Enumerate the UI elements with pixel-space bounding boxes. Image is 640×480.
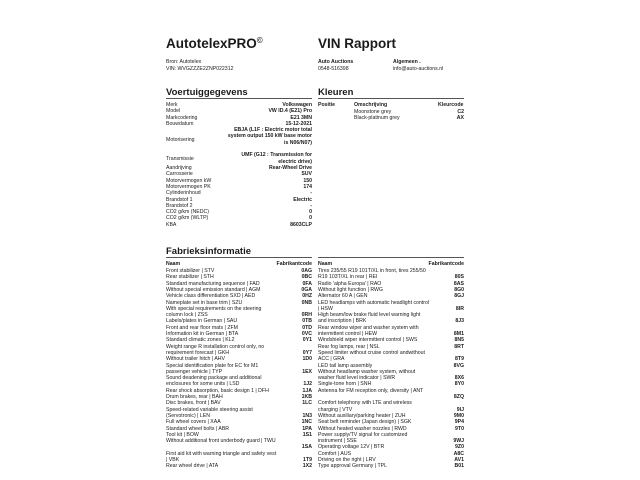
factory-item-code: 9IJ — [456, 406, 464, 413]
factory-item-code: 1SA — [301, 444, 312, 451]
vehicle-row-label: Markcodering — [166, 114, 198, 121]
factory-item-name: Speed-related variable steering assist (Servotronic) | LEN — [166, 406, 253, 419]
factory-row — [318, 369, 464, 382]
vehicle-row-value: 174 — [303, 183, 312, 190]
vehicle-row-label: Brandstof 2 — [166, 202, 193, 209]
factory-row — [318, 400, 464, 413]
factory-item-name: Tool kit | BOW — [166, 431, 199, 438]
brand-name: AutotelexPRO — [166, 36, 257, 51]
factory-item-name: Nameplate set in base trim | SZU — [166, 299, 243, 306]
factory-item-code: 0NB — [301, 299, 312, 306]
factory-item-name: Sound deadening package and additional enclosures for some units | LSD — [166, 375, 262, 388]
factory-col-code-right: Fabrikantcode — [428, 261, 464, 267]
vehicle-row-label: Brandstof 1 — [166, 196, 193, 203]
factory-item-code: 8M1 — [453, 330, 464, 337]
factory-item-name: Standard climatic zones | KL2 — [166, 337, 235, 344]
factory-item-code: 8N5 — [454, 337, 464, 344]
factory-item-name: Standard manufacturing sequence | FAD — [166, 280, 260, 287]
vehicle-section-title: Voertuiggegevens — [166, 87, 248, 98]
colors-section-rule — [318, 98, 464, 99]
vehicle-row-value: 15-12-2021 — [285, 120, 312, 127]
factory-item-code: 8IR — [455, 305, 464, 312]
factory-item-name: Drum brakes, rear | BAH — [166, 394, 223, 400]
factory-item-name: Seat belt reminder (Japan design) | SGK — [318, 419, 412, 426]
factory-row — [318, 388, 464, 401]
factory-row — [318, 350, 464, 363]
factory-item-name: Without trailer hitch | AHV — [166, 356, 226, 363]
vehicle-row-value: - — [310, 202, 312, 209]
factory-item-code: 9P4 — [454, 419, 464, 426]
factory-item-name: Disc brakes, front | BAV — [166, 400, 221, 407]
factory-item-name: Tires 235/55 R19 101T/XL in front, tires 255/50 R19 103T/XL in rear | REI — [318, 268, 426, 281]
factory-item-name: Rear window wiper and washer system with intermittent control | HEW — [318, 324, 419, 337]
vehicle-row-value: - — [310, 190, 312, 197]
factory-item-name: Special identification plate for EC for M1 passenger vehicle | TYP — [166, 362, 259, 375]
vehicle-row-value: E21 3MN — [290, 114, 312, 121]
vehicle-row-label: Bouwdatum — [166, 120, 194, 127]
factory-item-name: Standard wheel bolts | ABR — [166, 425, 230, 432]
factory-item-code: 1LC — [302, 400, 312, 407]
factory-item-code: 8ZQ — [453, 393, 464, 400]
company-name: Auto Auctions — [318, 59, 354, 65]
factory-item-code: 80S — [454, 274, 464, 281]
vehicle-row-value: 0 — [309, 215, 312, 222]
colors-col-code: Kleurcode — [438, 102, 464, 108]
factory-item-name: Rear stabilizer | STH — [166, 274, 214, 281]
factory-row — [318, 268, 464, 281]
factory-row — [166, 407, 312, 420]
factory-item-code: 8RT — [454, 343, 464, 350]
factory-item-code: A8C — [453, 450, 464, 457]
factory-item-code: 8AS — [453, 280, 464, 287]
factory-col-name-left: Naam — [166, 261, 181, 267]
vehicle-row-label: CO2 g/km (NEDC) — [166, 209, 209, 216]
factory-item-name: Comfort | AUS — [318, 450, 352, 457]
factory-item-code: 0Y1 — [302, 337, 312, 344]
factory-col-name-right: Naam — [318, 261, 333, 267]
factory-item-name: Without auxiliary/parking heater | ZUH — [318, 412, 406, 419]
factory-item-code: 0VC — [301, 331, 312, 337]
factory-item-code: 1PA — [302, 425, 312, 432]
factory-rule-right — [318, 257, 464, 258]
factory-row — [166, 306, 312, 319]
factory-row — [166, 375, 312, 388]
factory-row — [318, 463, 464, 469]
factory-item-name: Without heated washer nozzles | RWD — [318, 425, 407, 432]
vin-label: VIN: WVGZZZE2ZNP022312 — [166, 66, 234, 72]
colors-section-title: Kleuren — [318, 87, 354, 98]
factory-item-code: 8J3 — [455, 318, 464, 325]
vehicle-row — [166, 152, 312, 165]
vehicle-row-value: 8603CLP — [290, 221, 312, 228]
vehicle-row-value: 150 — [303, 177, 312, 184]
vehicle-row-value: 0 — [309, 209, 312, 216]
vehicle-row — [166, 222, 312, 228]
factory-item-name: Driving on the right | LRV — [318, 457, 376, 463]
factory-item-name: Vehicle class differentiation SXD | AED — [166, 293, 256, 300]
color-description: Black-platinum grey — [354, 115, 400, 122]
factory-item-code: 8X6 — [454, 375, 464, 382]
color-description: Moonstone grey — [354, 109, 392, 115]
vehicle-row-label: Merk — [166, 102, 178, 108]
factory-item-code: 1S1 — [302, 431, 312, 438]
factory-item-name: Without special emission standard | AGM — [166, 286, 261, 293]
factory-item-code: 0BC — [301, 274, 312, 281]
report-title: VIN Rapport — [318, 36, 397, 51]
vehicle-row-value: Electric — [293, 196, 312, 203]
factory-row — [166, 438, 312, 451]
factory-item-code: 8VG — [453, 362, 464, 369]
factory-item-name: LED tail lamp assembly — [318, 362, 373, 369]
factory-item-code: 9Z0 — [455, 444, 464, 451]
vehicle-row-value: Rear-Wheel Drive — [269, 165, 312, 171]
vehicle-row-value: SUV — [301, 171, 312, 178]
colors-col-description: Omschrijving — [354, 102, 388, 108]
factory-item-code: 9T0 — [455, 425, 464, 432]
factory-item-code: 1NC — [301, 419, 312, 426]
factory-item-name: Rear shock absorption, basic design 1 | DFH — [166, 387, 269, 394]
factory-rule-left — [166, 257, 312, 258]
factory-item-code: 0TD — [302, 324, 312, 331]
brand-mark: © — [256, 36, 263, 45]
vehicle-section-rule — [166, 98, 312, 99]
factory-col-code-left: Fabrikantcode — [276, 261, 312, 267]
factory-item-name: Windshield wiper intermittent control | SWS — [318, 337, 418, 344]
factory-item-name: Rear wheel drive | ATA — [166, 463, 219, 470]
factory-item-name: Speed limiter without cruise control andwithout ACC | GRA — [318, 349, 425, 363]
factory-item-code: 1D0 — [302, 356, 312, 363]
general-label: Algemeen . — [393, 59, 421, 65]
factory-item-code: 0AG — [301, 268, 312, 274]
factory-item-name: Without additional front underbody guard | TWU — [166, 438, 276, 445]
factory-item-name: Radio 'alpha Europa' | RAO — [318, 280, 382, 287]
factory-item-code: AV1 — [454, 457, 464, 463]
company-phone: 0548-516398 — [318, 66, 349, 72]
factory-item-name: Power supply/TV signal for customized instrument | SSE — [318, 431, 408, 445]
factory-item-name: Operating voltage 12V | BTR — [318, 444, 385, 451]
factory-item-name: LED headlamps with automatic headlight control | HSW — [318, 299, 430, 312]
factory-item-code: B01 — [454, 463, 464, 470]
factory-item-name: High beam/low brake fluid level warning light and inscription | BRK — [318, 312, 421, 325]
factory-row — [166, 363, 312, 376]
factory-item-code: 0GA — [301, 286, 312, 293]
factory-item-code: 0RH — [301, 312, 312, 319]
factory-row — [166, 463, 312, 469]
factory-item-name: Antenna for FM reception only, diversity | ANT — [318, 387, 424, 394]
factory-item-name: Full wheel covers | XAA — [166, 419, 221, 426]
color-code: AX — [456, 115, 464, 122]
factory-item-code: 0Y7 — [302, 349, 312, 356]
factory-item-name: Front and rear floor mats | ZFM — [166, 324, 238, 331]
vehicle-row-label: KBA — [166, 221, 177, 228]
factory-item-code: 1N3 — [302, 412, 312, 419]
factory-item-name: Labels/plates in German | SAU — [166, 318, 238, 325]
vehicle-row — [166, 127, 312, 152]
factory-item-name: Information kit in German | BTA — [166, 331, 239, 337]
factory-item-code: 1J2 — [303, 381, 312, 388]
factory-item-name: Type approval Germany | TPL — [318, 463, 388, 470]
factory-item-name: Rear fog lamps, rear | NSL — [318, 343, 380, 350]
factory-section-title: Fabrieksinformatie — [166, 246, 251, 257]
source-label: Bron: Autotelex — [166, 59, 202, 65]
vehicle-row-value: VW ID.4 (E21) Pro — [268, 108, 312, 115]
factory-item-name: Weight range R installation control only, no requirement forecast | GKH — [166, 343, 265, 356]
factory-item-name: Without light function | RWG — [318, 286, 383, 293]
factory-item-code: 1EX — [302, 368, 312, 375]
vehicle-row-label: CO2 g/km (WLTP) — [166, 215, 209, 222]
factory-item-name: First aid kit with warning triangle and safety vest | VBK — [166, 450, 277, 463]
factory-item-code: 9WJ — [453, 438, 464, 445]
factory-row — [318, 312, 464, 325]
color-code: C2 — [457, 109, 464, 115]
factory-item-name: Without headlamp washer system, without washer fluid level indicator | SWR — [318, 368, 416, 382]
factory-item-code: 1X2 — [302, 463, 312, 470]
factory-item-name: Comfort telephony with LTE and wireless charging | VTV — [318, 400, 412, 413]
factory-item-code: 0TB — [302, 318, 312, 325]
factory-row — [166, 344, 312, 357]
vehicle-row-label: Carrosserie — [166, 171, 193, 178]
factory-item-code: 1JA — [302, 387, 312, 394]
factory-row — [318, 432, 464, 445]
company-email[interactable]: info@auto-auctions.nl — [393, 66, 444, 72]
factory-row — [318, 300, 464, 313]
vehicle-row-label: Transmissie — [166, 155, 194, 162]
vehicle-row-label: Motorvermogen PK — [166, 183, 211, 190]
factory-item-name: Front stabilizer | STV — [166, 268, 215, 274]
vehicle-row-label: Model — [166, 108, 181, 115]
factory-item-code: 8Y0 — [454, 381, 464, 388]
colors-col-position: Positie — [318, 102, 336, 108]
brand-title — [166, 36, 263, 51]
factory-item-code: 1T9 — [303, 456, 312, 463]
factory-item-code: 0FA — [302, 280, 312, 287]
vehicle-row-value: UMF (G12 : Transmission for electric drive) — [241, 152, 312, 165]
factory-item-code: 0HZ — [302, 293, 312, 300]
factory-item-name: Alternator 60 A | GEN — [318, 293, 368, 300]
factory-item-code: 8GJ — [454, 293, 464, 300]
factory-item-code: 8G0 — [454, 286, 464, 293]
vehicle-row-label: Motorvermogen kW — [166, 177, 212, 184]
vehicle-row-label: Cylinderinhoud — [166, 190, 201, 197]
factory-item-code: 9M0 — [453, 412, 464, 419]
factory-item-code: 1KB — [301, 394, 312, 400]
vehicle-row-value: EBJA (L1F : Electric motor total system output 150 kW base motor is N06/N07) — [227, 127, 312, 146]
vehicle-row-label: Motorisering — [166, 136, 195, 143]
vehicle-row-label: Aandrijving — [166, 165, 192, 171]
vehicle-row-value: Volkswagen — [282, 102, 312, 108]
factory-row — [318, 325, 464, 338]
factory-item-name: Single-tone horn | SNH — [318, 381, 372, 388]
factory-item-name: With special requirements on the steering column lock | ZSS — [166, 305, 262, 319]
factory-row — [166, 451, 312, 464]
factory-item-code: 8T9 — [455, 356, 464, 363]
